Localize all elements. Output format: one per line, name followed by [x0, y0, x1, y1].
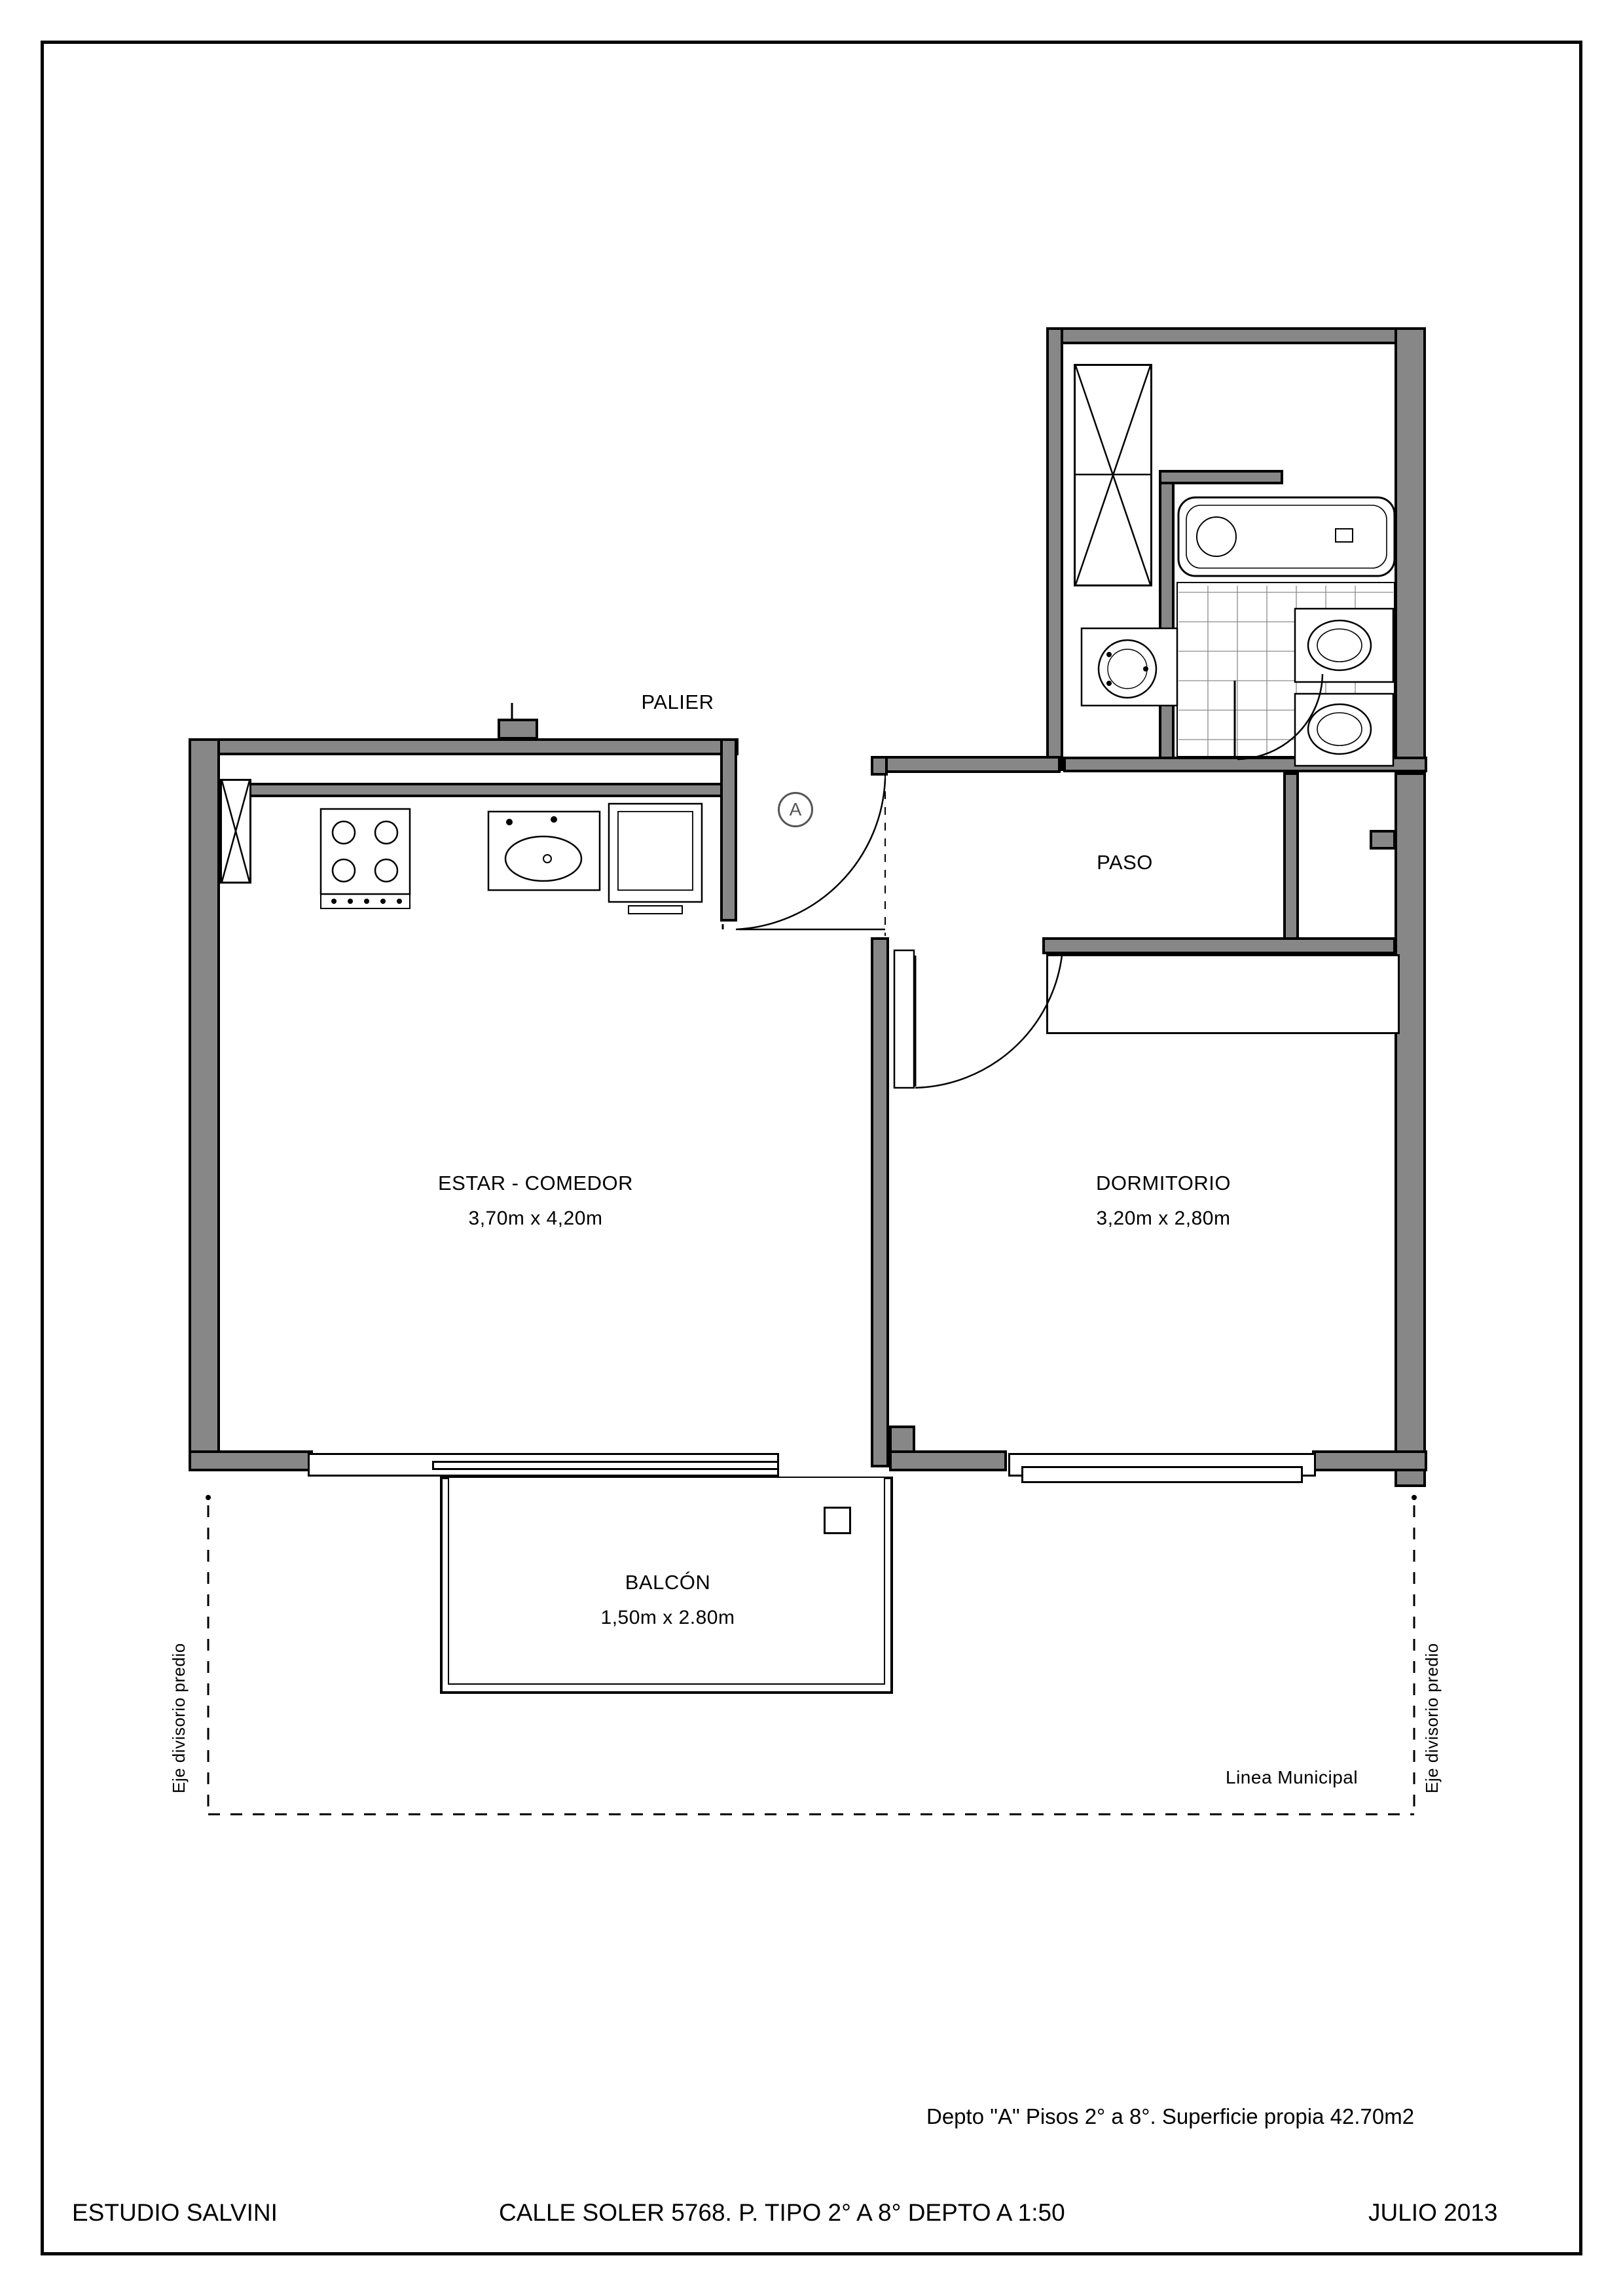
sliding-door-living-panel [432, 1461, 779, 1470]
annotation-municipal-line: Linea Municipal [1226, 1767, 1359, 1787]
wall-palier-right [871, 756, 1061, 773]
annotation-left-axis: Eje divisorio predio [169, 1643, 189, 1793]
title-studio: ESTUDIO SALVINI [72, 2199, 278, 2226]
balcony-drain [824, 1507, 851, 1534]
sliding-door-bedroom-panel [1021, 1466, 1303, 1483]
window-kitchen-left [220, 779, 251, 884]
annotation-right-axis: Eje divisorio predio [1422, 1643, 1442, 1793]
wall-palier-vert [871, 756, 888, 776]
wall-bath-middle-vert [1159, 470, 1175, 771]
wall-kitchen-counter-bottom [249, 783, 733, 797]
wall-central-partition [871, 937, 889, 1467]
wall-paso-bath-bottom-stub [1283, 772, 1299, 942]
wall-bath-right-outer [1395, 327, 1426, 779]
title-date: JULIO 2013 [1368, 2199, 1498, 2226]
room-label-dormitorio: DORMITORIO [1096, 1172, 1231, 1194]
wall-paso-right-notch [1370, 830, 1396, 850]
wall-bottom-right-stub [1312, 1450, 1427, 1471]
wall-bottom-bedroom-stub [889, 1450, 1007, 1471]
wall-bath-left-upper [1046, 327, 1063, 771]
wall-kitchen-chimney [498, 719, 538, 740]
wall-bottom-left-stub [189, 1450, 313, 1471]
room-dims-balcon: 1,50m x 2.80m [600, 1607, 735, 1628]
sheet-border [41, 41, 1582, 2255]
wall-left-outer [189, 738, 220, 1471]
room-label-estar-comedor: ESTAR - COMEDOR [438, 1172, 633, 1194]
title-center: CALLE SOLER 5768. P. TIPO 2° A 8° DEPTO A 1:50 [499, 2199, 1065, 2226]
room-label-paso: PASO [1097, 851, 1153, 874]
room-label-balcon: BALCÓN [625, 1571, 711, 1594]
shaft-entry [1074, 364, 1152, 586]
wall-bath-upper-div [1159, 470, 1283, 484]
wall-paso-right [1395, 772, 1426, 1487]
bedroom-closet [1046, 954, 1400, 1034]
wall-bath-bottom [1063, 757, 1427, 772]
room-dims-estar-comedor: 3,70m x 4,20m [468, 1208, 603, 1229]
room-dims-dormitorio: 3,20m x 2,80m [1096, 1208, 1231, 1229]
wall-kitchen-top [189, 738, 739, 755]
wall-bath-top [1046, 327, 1426, 344]
wall-entry-door-jamb [720, 738, 737, 922]
wall-bedroom-door-header [1042, 937, 1396, 954]
room-label-palier: PALIER [641, 691, 714, 713]
surface-note: Depto "A" Pisos 2° a 8°. Superficie propia 42.70m2 [926, 2104, 1415, 2128]
section-mark-a: A [778, 792, 813, 827]
